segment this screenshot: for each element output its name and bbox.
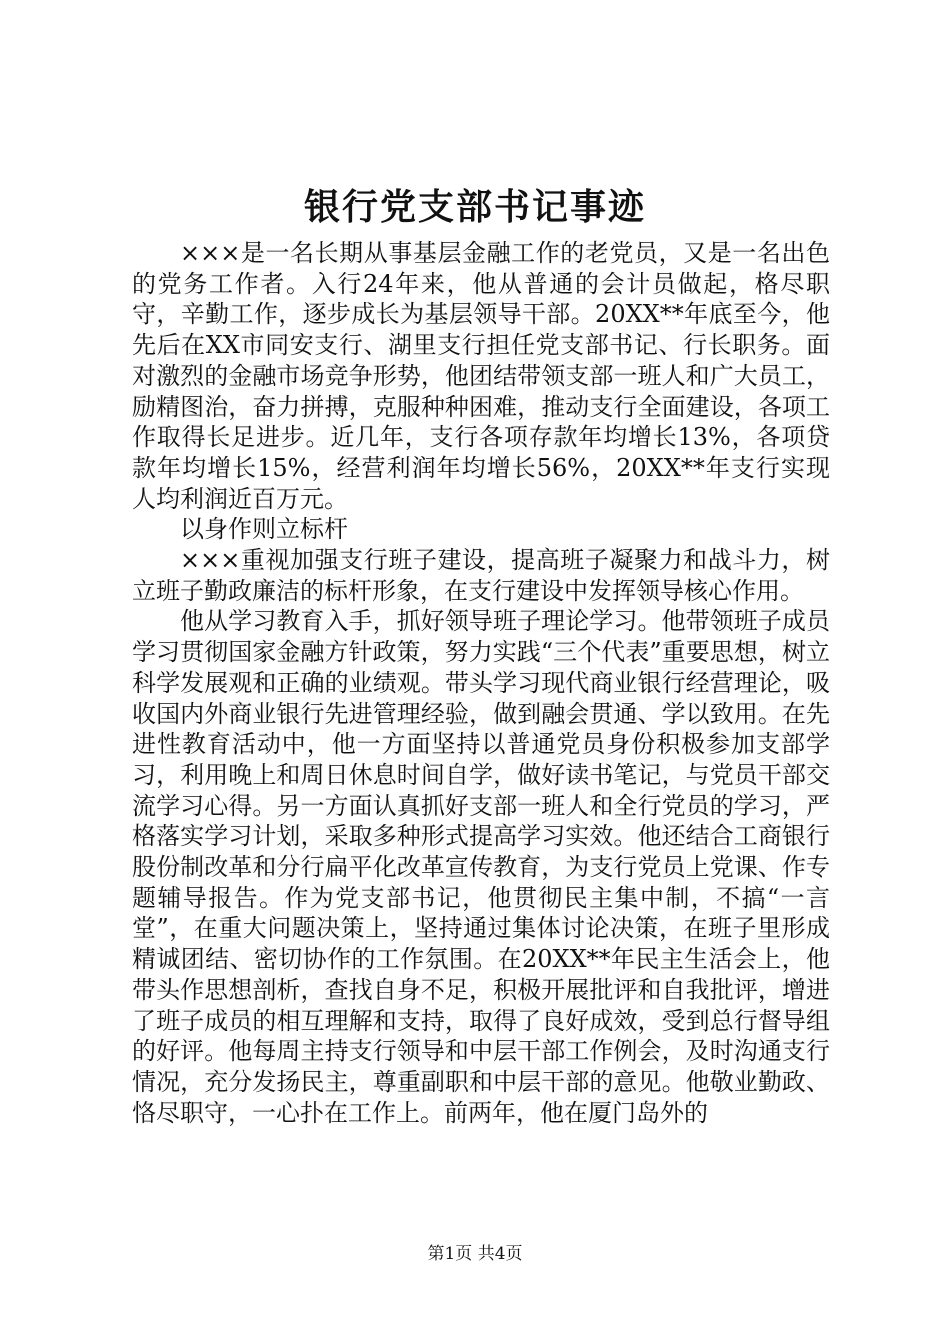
document-title: 银行党支部书记事迹 (303, 186, 646, 228)
page-footer: 第1页 共4页 (427, 1244, 523, 1264)
paragraph-intro: ×××是一名长期从事基层金融工作的老党员，又是一名出色的党务工作者。入行24年来，他从普通的会计员做起，格尽职守，辛勤工作，逐步成长为基层领导干部。20XX**年底至今，他先后在XX市同安支行、湖里支行担任党支部书记、行长职务。面对激烈的金融市场竞争形势，他团结带领支部一班人和广大员工，励精图治，奋力拼搏，克服种种困难，推动支行全面建设，各项工作取得长足进步。近几年，支行各项存款年均增长13%，各项贷款年均增长15%，经营利润年均增长56%，20XX**年支行实现人均利润近百万元。 (132, 239, 830, 513)
paragraph-study: 他从学习教育入手，抓好领导班子理论学习。他带领班子成员学习贯彻国家金融方针政策，努力实践“三个代表”重要思想，树立科学发展观和正确的业绩观。带头学习现代商业银行经营理论，吸收国内外商业银行先进管理经验，做到融会贯通、学以致用。在先进性教育活动中，他一方面坚持以普通党员身份积极参加支部学习，利用晚上和周日休息时间自学，做好读书笔记，与党员干部交流学习心得。另一方面认真抓好支部一班人和全行党员的学习，严格落实学习计划，采取多种形式提高学习实效。他还结合工商银行股份制改革和分行扁平化改革宣传教育，为支行党员上党课、作专题辅导报告。作为党支部书记，他贯彻民主集中制，不搞“一言堂”，在重大问题决策上，坚持通过集体讨论决策，在班子里形成精诚团结、密切协作的工作氛围。在20XX**年民主生活会上，他带头作思想剖析，查找自身不足，积极开展批评和自我批评，增进了班子成员的相互理解和支持，取得了良好成效，受到总行督导组的好评。他每周主持支行领导和中层干部工作例会，及时沟通支行情况，充分发扬民主，尊重副职和中层干部的意见。他敬业勤政、恪尽职守，一心扑在工作上。前两年，他在厦门岛外的 (132, 607, 830, 1127)
paragraph-team-building: ×××重视加强支行班子建设，提高班子凝聚力和战斗力，树立班子勤政廉洁的标杆形象，在支行建设中发挥领导核心作用。 (132, 546, 830, 605)
section-heading: 以身作则立标杆 (180, 515, 348, 544)
document-body (132, 238, 830, 1128)
